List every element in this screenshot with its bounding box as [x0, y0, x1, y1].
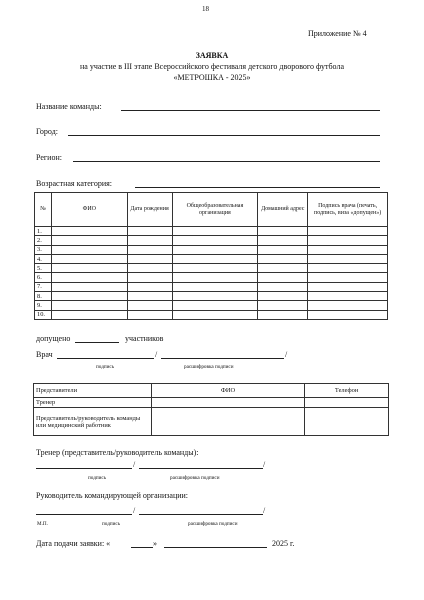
date-year: 2025 г.: [272, 539, 295, 548]
region-line[interactable]: [73, 161, 380, 162]
document-subtitle-line2: «МЕТРОШКА - 2025»: [173, 73, 251, 82]
admitted-prefix: допущено: [36, 334, 71, 343]
city-line[interactable]: [68, 135, 380, 136]
age-category-line[interactable]: [135, 187, 380, 188]
date-month-line[interactable]: [164, 547, 267, 548]
table-row: [34, 398, 389, 408]
row-number: 8.: [35, 292, 52, 301]
table-row: [35, 227, 388, 236]
row-number: 5.: [35, 264, 52, 273]
coach-label: Тренер (представитель/руководитель команды):: [36, 448, 199, 457]
table-row: [35, 310, 388, 319]
table-row: [34, 408, 389, 436]
table-row: [35, 273, 388, 282]
date-label: Дата подачи заявки: «: [36, 539, 111, 548]
head-signature-line[interactable]: [36, 514, 132, 515]
doctor-signature-line[interactable]: [57, 358, 154, 359]
rep-col-representatives: Представители: [34, 384, 152, 398]
row-number: 6.: [35, 273, 52, 282]
doctor-decoding-line[interactable]: [161, 358, 284, 359]
region-label: Регион:: [36, 153, 62, 162]
admitted-suffix: участников: [125, 334, 164, 343]
page-number: 18: [202, 5, 209, 13]
rep-col-fio: ФИО: [151, 384, 304, 398]
head-decoding-caption: расшифровка подписи: [188, 521, 238, 527]
city-label: Город:: [36, 127, 58, 136]
coach-signature-caption: подпись: [88, 475, 107, 481]
appendix-label: Приложение № 4: [308, 29, 367, 38]
team-name-line[interactable]: [121, 110, 380, 111]
doctor-signature-caption: подпись: [96, 364, 115, 370]
col-address: Домашний адрес: [258, 193, 308, 227]
row-number: 4.: [35, 254, 52, 263]
col-number: №: [35, 193, 52, 227]
table-row: [35, 254, 388, 263]
table-row: [35, 292, 388, 301]
coach-signature-line[interactable]: [36, 468, 132, 469]
table-row: [35, 301, 388, 310]
doctor-decoding-caption: расшифровка подписи: [184, 364, 234, 370]
row-number: 3.: [35, 245, 52, 254]
row-number: 9.: [35, 301, 52, 310]
head-decoding-line[interactable]: [139, 514, 263, 515]
table-row: [35, 236, 388, 245]
col-fio: ФИО: [51, 193, 127, 227]
coach-decoding-line[interactable]: [139, 468, 263, 469]
row-number: 7.: [35, 282, 52, 291]
head-label: Руководитель командирующей организации:: [36, 491, 189, 500]
rep-row-coach: Тренер: [34, 398, 152, 408]
representatives-table: [33, 383, 389, 436]
row-number: 1.: [35, 227, 52, 236]
row-number: 10.: [35, 310, 52, 319]
team-name-label: Название команды:: [36, 102, 102, 111]
head-signature-caption: подпись: [102, 521, 121, 527]
document-subtitle-line1: на участие в III этапе Всероссийского фестиваля детского дворового футбола: [79, 62, 344, 71]
col-doctor-signature: Подпись врача (печать, подпись, виза «допущен»): [308, 193, 388, 227]
coach-decoding-caption: расшифровка подписи: [170, 475, 220, 481]
rep-row-representative: Представитель/руководитель команды или медицинский работник: [34, 408, 152, 436]
table-row: [35, 282, 388, 291]
table-row: [35, 264, 388, 273]
age-category-label: Возрастная категория:: [36, 179, 113, 188]
rep-col-phone: Телефон: [305, 384, 389, 398]
stamp-mark: М.П.: [37, 521, 48, 527]
participants-table: [34, 192, 388, 320]
col-school: Общеобразовательная организация: [172, 193, 258, 227]
table-row: [35, 245, 388, 254]
date-close-quote: »: [153, 539, 157, 548]
row-number: 2.: [35, 236, 52, 245]
col-birthdate: Дата рождения: [127, 193, 172, 227]
date-day-line[interactable]: [131, 547, 153, 548]
doctor-label: Врач: [36, 350, 53, 359]
document-title: ЗАЯВКА: [195, 51, 229, 60]
admitted-count-line[interactable]: [75, 342, 119, 343]
